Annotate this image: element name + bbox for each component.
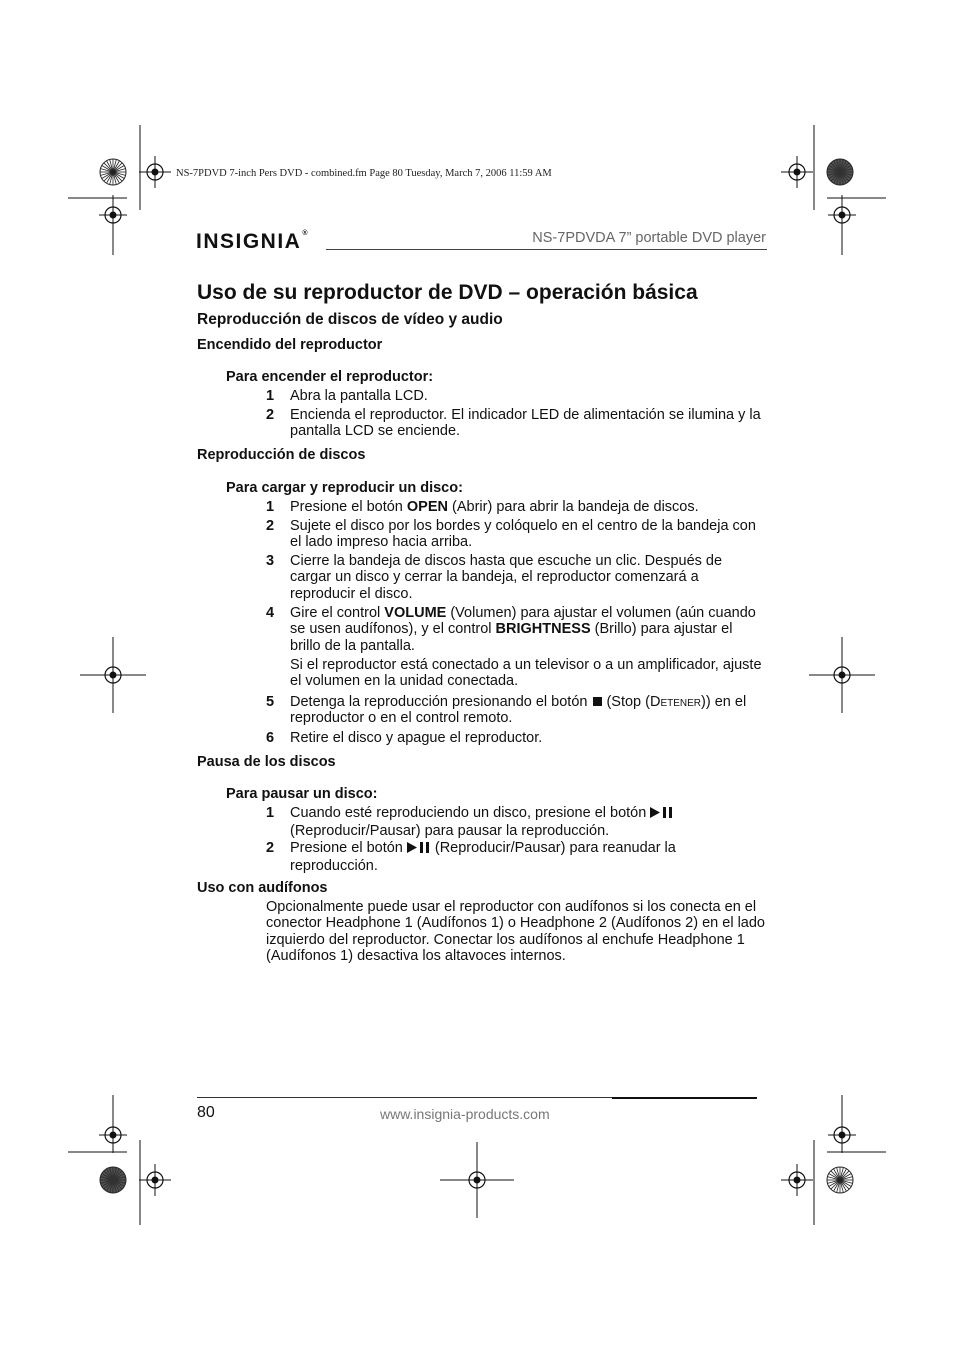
header-rule <box>326 249 767 250</box>
list-item: 2 Encienda el reproductor. El indicador LED de alimentación se ilumina y la pantalla LCD se enciende. <box>266 407 761 440</box>
page-number: 80 <box>197 1104 215 1121</box>
headphones-paragraph: Opcionalmente puede usar el reproductor con audífonos si los conecta en el conector Headphone 1 (Audífonos 1) o Headphone 2 (Audífonos 2) en el lado izquierdo del reproductor. Conectar los audífonos al enchufe Headphone 1 (Audífonos 1) desactiva los altavoces internos. <box>266 899 765 964</box>
footer-url: www.insignia-products.com <box>380 1106 550 1122</box>
page-title: Uso de su reproductor de DVD – operación básica <box>197 281 698 304</box>
procedure-pause: Para pausar un disco: <box>226 786 378 802</box>
list-item: 1 Abra la pantalla LCD. <box>266 388 428 404</box>
list-item: 1 Cuando esté reproduciendo un disco, presione el botón(Reproducir/Pausar) para pausar la reproducción. <box>266 805 766 840</box>
heading-play: Reproducción de discos <box>197 447 366 463</box>
heading-headphones: Uso con audífonos <box>197 880 328 896</box>
printer-slug-line: NS-7PDVD 7-inch Pers DVD - combined.fm Page 80 Tuesday, March 7, 2006 11:59 AM <box>176 168 552 179</box>
procedure-play: Para cargar y reproducir un disco: <box>226 480 463 496</box>
list-item: 4 Gire el control VOLUME (Volumen) para ajustar el volumen (aún cuando se usen audífonos), y el control BRIGHTNESS (Brillo) para ajustar el brillo de la pantalla. <box>266 605 756 654</box>
list-item: 5 Detenga la reproducción presionando el botón (Stop (Detener)) en el reproductor o en el control remoto. <box>266 694 747 727</box>
header-model-name: NS-7PDVDA 7” portable DVD player <box>532 230 766 246</box>
procedure-power: Para encender el reproductor: <box>226 369 434 385</box>
list-item: 2 Presione el botón (Reproducir/Pausar) para reanudar la reproducción. <box>266 840 676 875</box>
list-item: 2 Sujete el disco por los bordes y colóquelo en el centro de la bandeja con el lado impreso hacia arriba. <box>266 518 756 551</box>
stop-icon <box>593 697 602 706</box>
list-item: 6 Retire el disco y apague el reproductor. <box>266 730 543 746</box>
play-pause-icon <box>650 806 674 823</box>
play-pause-icon <box>407 841 431 858</box>
section-subtitle: Reproducción de discos de vídeo y audio <box>197 311 503 328</box>
heading-power: Encendido del reproductor <box>197 337 383 353</box>
note-paragraph: Si el reproductor está conectado a un televisor o a un amplificador, ajuste el volumen en la unidad conectada. <box>290 657 762 690</box>
insignia-logo: INSIGNIA® <box>196 230 308 253</box>
list-item: 3 Cierre la bandeja de discos hasta que escuche un clic. Después de cargar un disco y cerrar la bandeja, el reproductor comenzará a reproducir el disco. <box>266 553 723 602</box>
list-item: 1 Presione el botón OPEN (Abrir) para abrir la bandeja de discos. <box>266 499 699 515</box>
heading-pause: Pausa de los discos <box>197 754 336 770</box>
footer-rule-accent <box>612 1097 757 1099</box>
